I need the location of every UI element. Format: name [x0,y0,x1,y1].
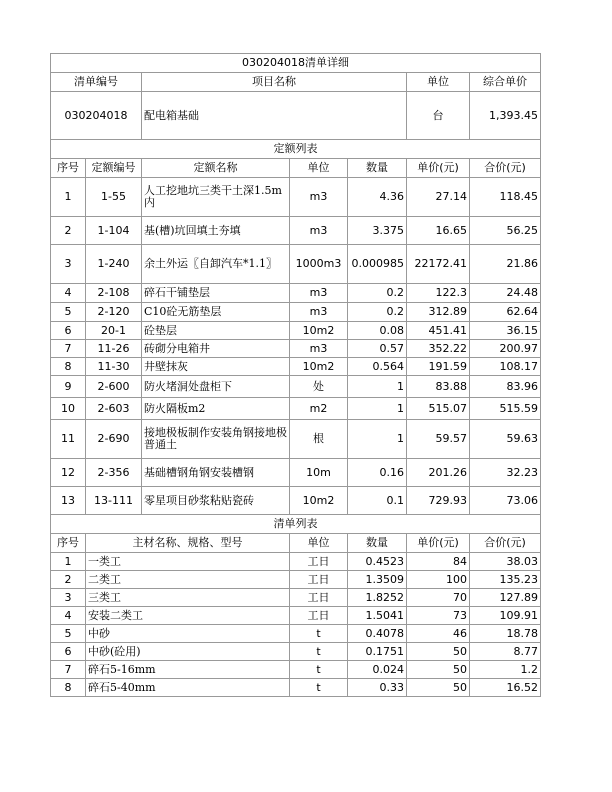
row-no: 7 [51,340,86,358]
material-unit: t [290,679,348,697]
material-price: 50 [407,679,470,697]
materials-column-headers [51,534,541,553]
quota-total: 56.25 [470,217,541,245]
quota-name: 人工挖地坑三类干土深1.5m内 [142,178,290,217]
quota-unit: m3 [290,303,348,322]
quota-qty: 0.000985 [348,245,407,284]
quota-total: 73.06 [470,487,541,515]
material-row [51,679,541,697]
material-name: 安装二类工 [86,607,290,625]
material-total: 135.23 [470,571,541,589]
material-price: 70 [407,589,470,607]
quota-unit: 1000m3 [290,245,348,284]
quota-qty: 1 [348,420,407,459]
unit-price-header: 综合单价 [470,73,541,92]
quota-price: 451.41 [407,322,470,340]
material-row [51,553,541,571]
quota-name: 接地极板制作安装角钢接地极普通土 [142,420,290,459]
quota-total: 59.63 [470,420,541,459]
quota-unit: m3 [290,340,348,358]
quota-name: 基础槽钢角钢安装槽钢 [142,459,290,487]
quota-qty: 0.57 [348,340,407,358]
quota-price: 27.14 [407,178,470,217]
material-name: 碎石5-40mm [86,679,290,697]
quota-row [51,303,541,322]
row-no: 11 [51,420,86,459]
material-row [51,625,541,643]
material-unit: t [290,643,348,661]
quota-qty: 1 [348,398,407,420]
material-qty: 0.4523 [348,553,407,571]
quota-total: 24.48 [470,284,541,303]
row-no: 9 [51,376,86,398]
bill-code: 030204018 [51,92,142,140]
column-header: 合价(元) [470,534,541,553]
material-row [51,571,541,589]
materials-section-title: 清单列表 [51,515,541,534]
quota-unit: 根 [290,420,348,459]
quota-code: 20-1 [86,322,142,340]
quota-unit: 10m2 [290,358,348,376]
material-row [51,661,541,679]
quota-row [51,217,541,245]
column-header: 序号 [51,534,86,553]
row-no: 10 [51,398,86,420]
material-unit: t [290,661,348,679]
quota-row [51,322,541,340]
material-total: 16.52 [470,679,541,697]
material-qty: 0.024 [348,661,407,679]
quota-row [51,245,541,284]
row-no: 6 [51,643,86,661]
quota-unit: m2 [290,398,348,420]
column-header: 单价(元) [407,534,470,553]
quota-name: 防火隔板m2 [142,398,290,420]
material-total: 1.2 [470,661,541,679]
quota-code: 1-55 [86,178,142,217]
quota-name: 基(槽)坑回填土夯填 [142,217,290,245]
quota-row [51,420,541,459]
quota-row [51,459,541,487]
quota-row [51,398,541,420]
quota-row [51,284,541,303]
material-unit: 工日 [290,607,348,625]
quota-name: 砼垫层 [142,322,290,340]
item-name-header: 项目名称 [142,73,407,92]
quota-section-title: 定额列表 [51,140,541,159]
material-row [51,589,541,607]
material-name: 碎石5-16mm [86,661,290,679]
material-price: 100 [407,571,470,589]
row-no: 12 [51,459,86,487]
quota-code: 2-108 [86,284,142,303]
quota-name: 防火堵洞处盘柜下 [142,376,290,398]
quota-price: 122.3 [407,284,470,303]
quota-code: 11-30 [86,358,142,376]
bill-detail-table [50,53,541,697]
column-header: 数量 [348,159,407,178]
quota-unit: 处 [290,376,348,398]
row-no: 2 [51,571,86,589]
quota-unit: 10m2 [290,487,348,515]
row-no: 7 [51,661,86,679]
row-no: 5 [51,625,86,643]
row-no: 5 [51,303,86,322]
quota-row [51,376,541,398]
material-price: 46 [407,625,470,643]
column-header: 主材名称、规格、型号 [86,534,290,553]
material-total: 18.78 [470,625,541,643]
row-no: 6 [51,322,86,340]
quota-total: 36.15 [470,322,541,340]
row-no: 8 [51,679,86,697]
material-name: 中砂(砼用) [86,643,290,661]
quota-qty: 0.2 [348,303,407,322]
quota-price: 352.22 [407,340,470,358]
quota-total: 118.45 [470,178,541,217]
quota-price: 83.88 [407,376,470,398]
quota-qty: 1 [348,376,407,398]
quota-name: 碎石干铺垫层 [142,284,290,303]
quota-unit: 10m2 [290,322,348,340]
quota-qty: 0.16 [348,459,407,487]
material-qty: 1.5041 [348,607,407,625]
quota-code: 2-120 [86,303,142,322]
material-name: 中砂 [86,625,290,643]
material-unit: 工日 [290,571,348,589]
quota-unit: m3 [290,217,348,245]
material-qty: 0.33 [348,679,407,697]
column-header: 数量 [348,534,407,553]
material-price: 50 [407,661,470,679]
quota-qty: 3.375 [348,217,407,245]
material-name: 一类工 [86,553,290,571]
material-total: 8.77 [470,643,541,661]
quota-code: 13-111 [86,487,142,515]
quota-code: 11-26 [86,340,142,358]
material-qty: 0.4078 [348,625,407,643]
quota-code: 2-690 [86,420,142,459]
quota-price: 729.93 [407,487,470,515]
quota-price: 201.26 [407,459,470,487]
quota-qty: 0.564 [348,358,407,376]
quota-qty: 4.36 [348,178,407,217]
row-no: 3 [51,589,86,607]
material-total: 127.89 [470,589,541,607]
column-header: 合价(元) [470,159,541,178]
bill-code-header: 清单编号 [51,73,142,92]
quota-total: 62.64 [470,303,541,322]
quota-price: 16.65 [407,217,470,245]
quota-qty: 0.08 [348,322,407,340]
quota-total: 515.59 [470,398,541,420]
column-header: 单位 [290,159,348,178]
quota-total: 200.97 [470,340,541,358]
column-header: 单位 [290,534,348,553]
quota-unit: m3 [290,178,348,217]
material-qty: 1.8252 [348,589,407,607]
item-unit-price: 1,393.45 [470,92,541,140]
quota-column-headers [51,159,541,178]
quota-name: C10砼无筋垫层 [142,303,290,322]
quota-row [51,340,541,358]
row-no: 1 [51,178,86,217]
row-no: 1 [51,553,86,571]
quota-qty: 0.1 [348,487,407,515]
item-name: 配电箱基础 [142,92,407,140]
quota-total: 83.96 [470,376,541,398]
quota-total: 108.17 [470,358,541,376]
quota-price: 312.89 [407,303,470,322]
quota-row [51,358,541,376]
quota-total: 32.23 [470,459,541,487]
quota-code: 1-104 [86,217,142,245]
unit-header: 单位 [407,73,470,92]
row-no: 8 [51,358,86,376]
row-no: 3 [51,245,86,284]
quota-unit: 10m [290,459,348,487]
material-unit: t [290,625,348,643]
quota-name: 余土外运〖自卸汽车*1.1〗 [142,245,290,284]
quota-price: 22172.41 [407,245,470,284]
quota-name: 砖砌分电箱井 [142,340,290,358]
material-qty: 0.1751 [348,643,407,661]
quota-code: 2-603 [86,398,142,420]
quota-unit: m3 [290,284,348,303]
material-row [51,643,541,661]
column-header: 定额名称 [142,159,290,178]
row-no: 4 [51,284,86,303]
table-title: 030204018清单详细 [51,54,541,73]
material-price: 73 [407,607,470,625]
material-name: 二类工 [86,571,290,589]
quota-name: 井壁抹灰 [142,358,290,376]
item-unit: 台 [407,92,470,140]
quota-code: 1-240 [86,245,142,284]
quota-code: 2-600 [86,376,142,398]
quota-price: 59.57 [407,420,470,459]
quota-qty: 0.2 [348,284,407,303]
material-row [51,607,541,625]
row-no: 2 [51,217,86,245]
material-price: 84 [407,553,470,571]
quota-row [51,487,541,515]
material-price: 50 [407,643,470,661]
column-header: 单价(元) [407,159,470,178]
column-header: 定额编号 [86,159,142,178]
material-total: 38.03 [470,553,541,571]
material-unit: 工日 [290,589,348,607]
quota-price: 191.59 [407,358,470,376]
quota-price: 515.07 [407,398,470,420]
material-name: 三类工 [86,589,290,607]
quota-name: 零星项目砂浆粘贴瓷砖 [142,487,290,515]
material-total: 109.91 [470,607,541,625]
material-unit: 工日 [290,553,348,571]
quota-row [51,178,541,217]
row-no: 13 [51,487,86,515]
quota-total: 21.86 [470,245,541,284]
material-qty: 1.3509 [348,571,407,589]
quota-code: 2-356 [86,459,142,487]
column-header: 序号 [51,159,86,178]
row-no: 4 [51,607,86,625]
